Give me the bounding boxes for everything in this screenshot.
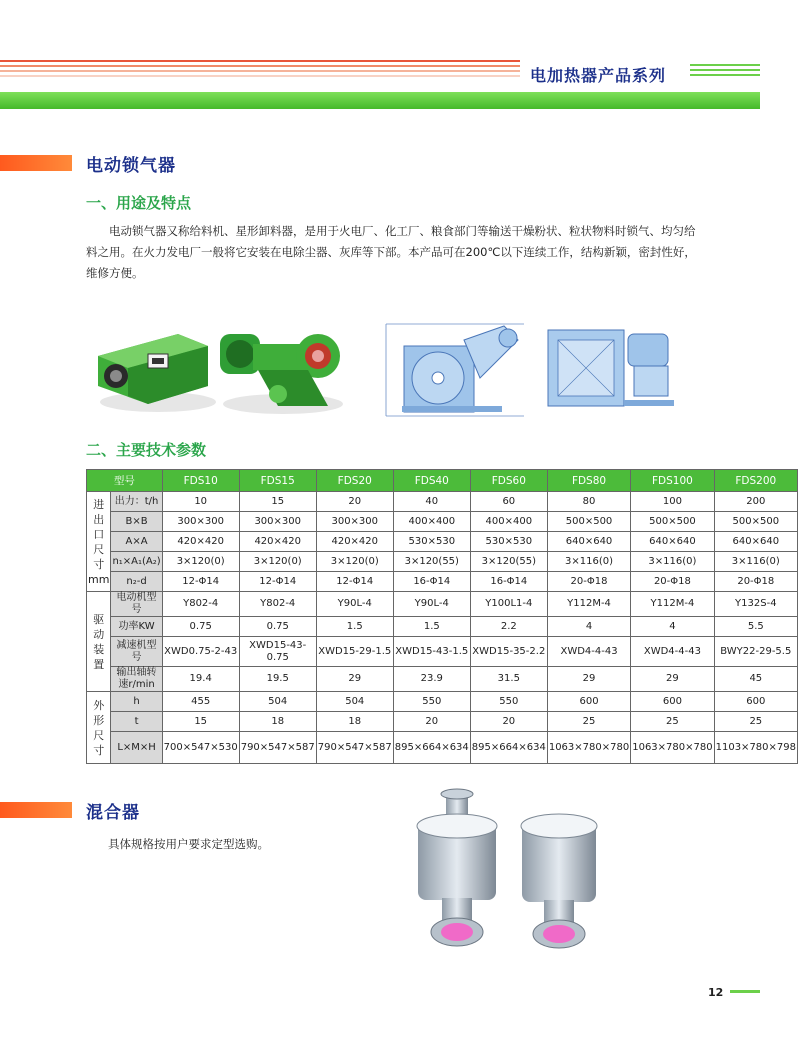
table-cell: Y802-4 bbox=[239, 592, 316, 617]
table-cell: 400×400 bbox=[393, 512, 470, 532]
table-cell: Y90L-4 bbox=[393, 592, 470, 617]
table-cell: 15 bbox=[162, 712, 239, 732]
table-header-row bbox=[87, 470, 798, 492]
table-row bbox=[87, 637, 798, 667]
table-cell: 1.5 bbox=[316, 617, 393, 637]
table-cell: 790×547×587 bbox=[316, 732, 393, 764]
table-cell: 1063×780×780 bbox=[547, 732, 630, 764]
table-cell: 3×120(55) bbox=[470, 552, 547, 572]
spec-table bbox=[86, 469, 798, 764]
table-row bbox=[87, 712, 798, 732]
table-cell: 100 bbox=[631, 492, 714, 512]
table-header-cell: FDS40 bbox=[393, 470, 470, 492]
table-cell: BWY22-29-5.5 bbox=[714, 637, 797, 667]
table-cell: 420×420 bbox=[162, 532, 239, 552]
table-cell: XWD15-35-2.2 bbox=[470, 637, 547, 667]
table-header-cell: FDS15 bbox=[239, 470, 316, 492]
table-cell: 45 bbox=[714, 667, 797, 692]
table-cell: 31.5 bbox=[470, 667, 547, 692]
description-paragraph: 电动锁气器又称给料机、星形卸料器，是用于火电厂、化工厂、粮食部门等输送干燥粉状、粒状物料时锁气、均匀给料之用。在火力发电厂一般将它安装在电除尘器、灰库等下部。本产品可在200℃以下连续工作，结构新颖，密封性好，维修方便。 bbox=[86, 224, 696, 280]
table-group-label: 进出口尺寸mm bbox=[87, 492, 111, 592]
table-cell: 18 bbox=[239, 712, 316, 732]
table-cell: 25 bbox=[547, 712, 630, 732]
table-row bbox=[87, 667, 798, 692]
table-cell: 29 bbox=[316, 667, 393, 692]
table-group-label: 驱动装置 bbox=[87, 592, 111, 692]
section-title: 电动锁气器 bbox=[86, 155, 176, 176]
table-cell: 20 bbox=[316, 492, 393, 512]
table-cell: 0.75 bbox=[162, 617, 239, 637]
mixer-description: 具体规格按用户要求定型选购。 bbox=[108, 837, 269, 851]
table-cell: 895×664×634 bbox=[393, 732, 470, 764]
table-cell: 640×640 bbox=[714, 532, 797, 552]
table-row-label: h bbox=[111, 692, 162, 712]
table-cell: 20 bbox=[470, 712, 547, 732]
table-cell: 25 bbox=[714, 712, 797, 732]
table-row-label: n₁×A₁(A₂) bbox=[111, 552, 162, 572]
header-stripes bbox=[0, 60, 520, 82]
front-drawing bbox=[542, 320, 680, 416]
table-row-label: L×M×H bbox=[111, 732, 162, 764]
table-cell: XWD15-43-0.75 bbox=[239, 637, 316, 667]
table-header-cell: 型号 bbox=[87, 470, 163, 492]
section-header-lock-valve bbox=[0, 153, 176, 176]
subtitle-usage: 一、用途及特点 bbox=[86, 194, 192, 212]
table-cell: 23.9 bbox=[393, 667, 470, 692]
table-cell: 640×640 bbox=[547, 532, 630, 552]
table-cell: 29 bbox=[547, 667, 630, 692]
table-row-label: t bbox=[111, 712, 162, 732]
table-row-label: 功率KW bbox=[111, 617, 162, 637]
table-cell: 20-Φ18 bbox=[714, 572, 797, 592]
table-cell: 20-Φ18 bbox=[547, 572, 630, 592]
side-drawing bbox=[380, 318, 530, 422]
table-row bbox=[87, 592, 798, 617]
table-cell: XWD4-4-43 bbox=[547, 637, 630, 667]
table-row-label: n₂-d bbox=[111, 572, 162, 592]
table-group-label: 外形尺寸 bbox=[87, 692, 111, 764]
table-cell: 12-Φ14 bbox=[239, 572, 316, 592]
table-cell: 700×547×530 bbox=[162, 732, 239, 764]
table-row bbox=[87, 492, 798, 512]
table-header-cell: FDS80 bbox=[547, 470, 630, 492]
table-cell: Y802-4 bbox=[162, 592, 239, 617]
table-cell: 19.5 bbox=[239, 667, 316, 692]
section-title: 混合器 bbox=[86, 802, 140, 823]
table-row-label: B×B bbox=[111, 512, 162, 532]
table-row-label: 出力：t/h bbox=[111, 492, 162, 512]
table-header-cell: FDS20 bbox=[316, 470, 393, 492]
table-cell: 3×120(0) bbox=[239, 552, 316, 572]
table-row bbox=[87, 732, 798, 764]
table-row bbox=[87, 572, 798, 592]
table-cell: 600 bbox=[714, 692, 797, 712]
table-cell: 19.4 bbox=[162, 667, 239, 692]
table-cell: 29 bbox=[631, 667, 714, 692]
table-row bbox=[87, 552, 798, 572]
table-cell: 60 bbox=[470, 492, 547, 512]
table-cell: 18 bbox=[316, 712, 393, 732]
table-header-cell: FDS10 bbox=[162, 470, 239, 492]
header-green-bar bbox=[0, 92, 760, 109]
table-cell: 200 bbox=[714, 492, 797, 512]
table-cell: 420×420 bbox=[316, 532, 393, 552]
table-cell: 500×500 bbox=[547, 512, 630, 532]
table-cell: Y100L1-4 bbox=[470, 592, 547, 617]
table-cell: 12-Φ14 bbox=[162, 572, 239, 592]
table-cell: 12-Φ14 bbox=[316, 572, 393, 592]
table-cell: Y112M-4 bbox=[631, 592, 714, 617]
header-right-lines bbox=[690, 64, 760, 79]
table-cell: 550 bbox=[470, 692, 547, 712]
table-row-label: 减速机型号 bbox=[111, 637, 162, 667]
header-title: 电加热器产品系列 bbox=[530, 66, 667, 85]
table-cell: 895×664×634 bbox=[470, 732, 547, 764]
table-cell: 4 bbox=[631, 617, 714, 637]
table-cell: 16-Φ14 bbox=[470, 572, 547, 592]
table-cell: 1103×780×798 bbox=[714, 732, 797, 764]
table-cell: 20-Φ18 bbox=[631, 572, 714, 592]
table-cell: 530×530 bbox=[393, 532, 470, 552]
table-cell: 40 bbox=[393, 492, 470, 512]
table-cell: Y90L-4 bbox=[316, 592, 393, 617]
table-cell: 16-Φ14 bbox=[393, 572, 470, 592]
mixer-photo bbox=[404, 786, 614, 956]
page-number: 12 bbox=[708, 986, 724, 999]
table-cell: XWD0.75-2-43 bbox=[162, 637, 239, 667]
table-row-label: 电动机型号 bbox=[111, 592, 162, 617]
section-header-mixer bbox=[0, 800, 140, 823]
subtitle-params: 二、主要技术参数 bbox=[86, 441, 207, 459]
page-number-line bbox=[730, 990, 760, 993]
table-cell: 3×120(55) bbox=[393, 552, 470, 572]
table-header-cell: FDS100 bbox=[631, 470, 714, 492]
table-cell: 3×116(0) bbox=[631, 552, 714, 572]
table-row bbox=[87, 692, 798, 712]
table-cell: 504 bbox=[239, 692, 316, 712]
table-cell: 300×300 bbox=[239, 512, 316, 532]
table-cell: 500×500 bbox=[631, 512, 714, 532]
section-bar bbox=[0, 155, 72, 171]
table-cell: 600 bbox=[631, 692, 714, 712]
table-cell: 3×120(0) bbox=[316, 552, 393, 572]
table-cell: 1063×780×780 bbox=[631, 732, 714, 764]
table-cell: 420×420 bbox=[239, 532, 316, 552]
table-row bbox=[87, 532, 798, 552]
table-cell: 80 bbox=[547, 492, 630, 512]
table-cell: 3×116(0) bbox=[714, 552, 797, 572]
table-cell: 10 bbox=[162, 492, 239, 512]
table-cell: 300×300 bbox=[316, 512, 393, 532]
table-header-cell: FDS60 bbox=[470, 470, 547, 492]
table-cell: 504 bbox=[316, 692, 393, 712]
table-cell: 3×120(0) bbox=[162, 552, 239, 572]
section-bar bbox=[0, 802, 72, 818]
table-row-label: 输出轴转速r/min bbox=[111, 667, 162, 692]
table-cell: 0.75 bbox=[239, 617, 316, 637]
table-cell: 2.2 bbox=[470, 617, 547, 637]
table-cell: 530×530 bbox=[470, 532, 547, 552]
table-row-label: A×A bbox=[111, 532, 162, 552]
table-cell: XWD15-43-1.5 bbox=[393, 637, 470, 667]
table-cell: 1.5 bbox=[393, 617, 470, 637]
table-cell: 455 bbox=[162, 692, 239, 712]
table-header-cell: FDS200 bbox=[714, 470, 797, 492]
table-cell: 25 bbox=[631, 712, 714, 732]
table-cell: XWD4-4-43 bbox=[631, 637, 714, 667]
table-cell: XWD15-29-1.5 bbox=[316, 637, 393, 667]
table-cell: 600 bbox=[547, 692, 630, 712]
table-cell: 5.5 bbox=[714, 617, 797, 637]
table-row bbox=[87, 512, 798, 532]
table-cell: 4 bbox=[547, 617, 630, 637]
table-cell: 300×300 bbox=[162, 512, 239, 532]
table-cell: 550 bbox=[393, 692, 470, 712]
table-cell: 400×400 bbox=[470, 512, 547, 532]
table-cell: Y112M-4 bbox=[547, 592, 630, 617]
table-cell: 640×640 bbox=[631, 532, 714, 552]
table-cell: Y132S-4 bbox=[714, 592, 797, 617]
lock-valve-photo bbox=[88, 316, 350, 416]
table-cell: 3×116(0) bbox=[547, 552, 630, 572]
table-row bbox=[87, 617, 798, 637]
table-cell: 500×500 bbox=[714, 512, 797, 532]
table-cell: 20 bbox=[393, 712, 470, 732]
table-cell: 790×547×587 bbox=[239, 732, 316, 764]
table-cell: 15 bbox=[239, 492, 316, 512]
